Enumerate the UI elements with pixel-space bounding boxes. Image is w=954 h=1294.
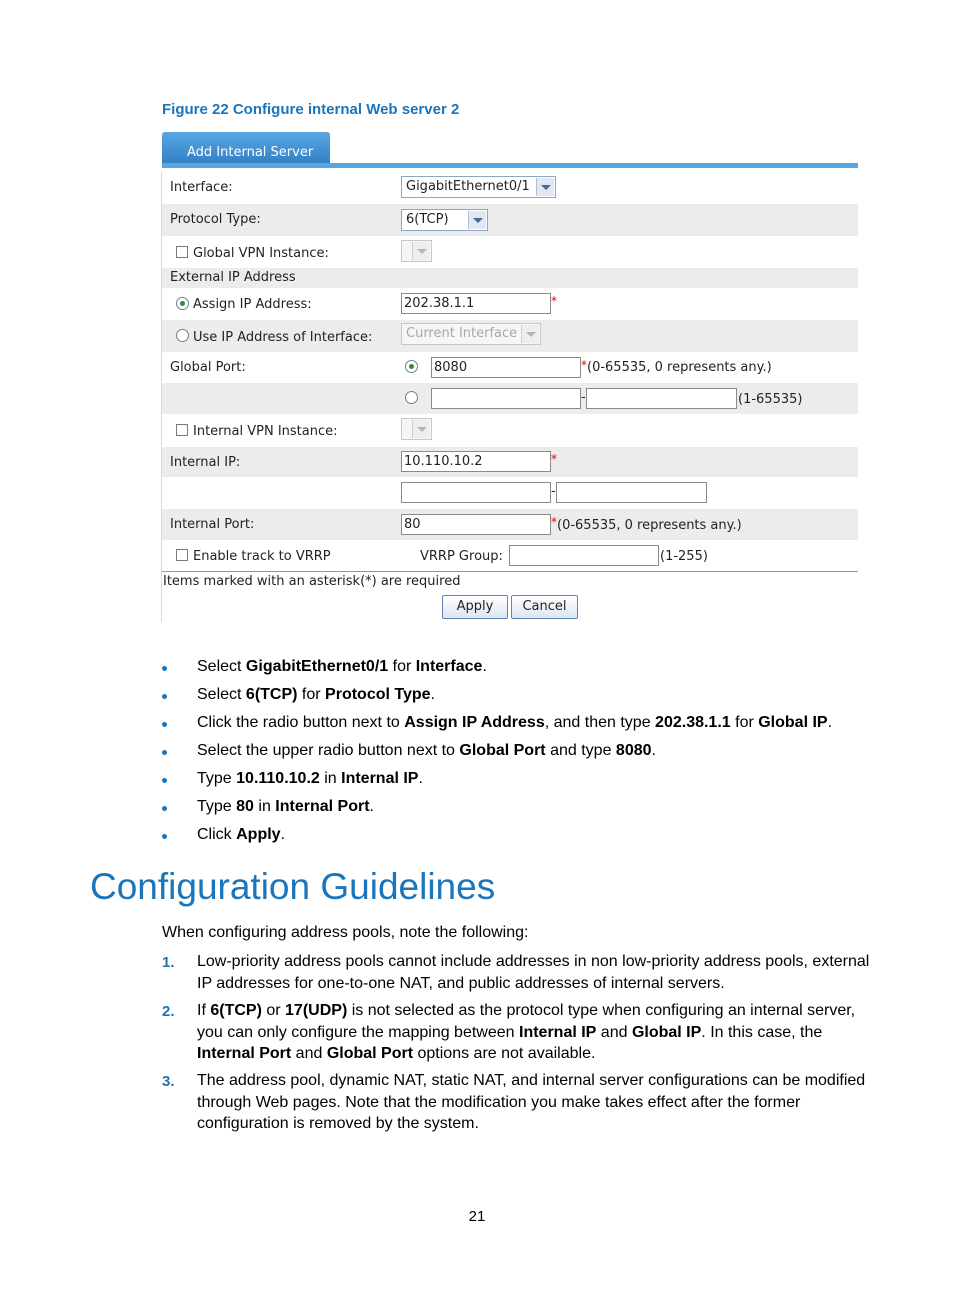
global-vpn-select[interactable]	[401, 240, 432, 262]
internal-vpn-label: Internal VPN Instance:	[193, 424, 338, 439]
use-interface-label: Use IP Address of Interface:	[193, 330, 373, 345]
global-port-range-radio[interactable]	[405, 391, 418, 404]
list-number: 3.	[162, 1073, 175, 1090]
internal-ip-start-input[interactable]	[401, 482, 551, 503]
interface-row	[162, 172, 858, 204]
chevron-down-icon	[412, 242, 430, 260]
bullet-icon	[162, 694, 167, 699]
bullet-icon	[162, 806, 167, 811]
bullet-icon	[162, 750, 167, 755]
range-dash: -	[551, 484, 556, 499]
internal-ip-end-input[interactable]	[556, 482, 707, 503]
figure-caption: Figure 22 Configure internal Web server 2	[162, 101, 460, 118]
internal-ip-label: Internal IP:	[170, 455, 241, 470]
internal-port-row	[162, 509, 858, 540]
vrrp-group-label: VRRP Group:	[420, 549, 503, 564]
required-note: Items marked with an asterisk(*) are required	[163, 574, 461, 589]
protocol-row	[162, 204, 858, 236]
interface-select[interactable]	[401, 176, 556, 198]
divider	[162, 571, 858, 572]
internal-port-input[interactable]: 80	[401, 514, 551, 535]
intro-text: When configuring address pools, note the following:	[162, 924, 529, 941]
cancel-button[interactable]: Cancel	[511, 595, 578, 619]
guideline-item: The address pool, dynamic NAT, static NAT, and internal server configurations can be modified through Web pages. Note that the modification you make takes effect after the former configuration is removed by the system.	[197, 1072, 866, 1132]
protocol-label: Protocol Type:	[170, 212, 261, 227]
bullet-icon	[162, 722, 167, 727]
global-port-range-hint: (1-65535)	[738, 392, 803, 407]
global-vpn-label: Global VPN Instance:	[193, 246, 329, 261]
global-port-input[interactable]: 8080	[431, 357, 581, 378]
track-vrrp-checkbox[interactable]	[176, 549, 188, 561]
internal-ip-input[interactable]: 10.110.10.2	[401, 451, 551, 472]
bullet-icon	[162, 834, 167, 839]
section-title: Configuration Guidelines	[90, 866, 496, 907]
global-port-hint: (0-65535, 0 represents any.)	[587, 360, 772, 375]
internal-vpn-checkbox[interactable]	[176, 424, 188, 436]
internal-ip-range-row	[162, 477, 858, 509]
chevron-down-icon	[521, 325, 539, 343]
bullet-icon	[162, 778, 167, 783]
global-port-end-input[interactable]	[586, 388, 737, 409]
global-port-row	[162, 352, 858, 383]
guideline-item: Low-priority address pools cannot include addresses in non low-priority address pools, external IP addresses for one-to-one NAT, and public addresses of internal servers.	[197, 953, 870, 992]
internal-vpn-select[interactable]	[401, 418, 432, 440]
internal-port-hint: (0-65535, 0 represents any.)	[557, 518, 742, 533]
add-internal-server-panel	[161, 132, 858, 622]
assign-ip-radio[interactable]	[176, 297, 189, 310]
tab-add-internal-server[interactable]: Add Internal Server	[162, 132, 330, 165]
global-port-single-radio[interactable]	[405, 360, 418, 373]
vrrp-row	[162, 540, 858, 571]
internal-ip-row	[162, 447, 858, 477]
list-number: 2.	[162, 1003, 175, 1020]
global-vpn-checkbox[interactable]	[176, 246, 188, 258]
interface-select-value: GigabitEthernet0/1	[406, 179, 530, 194]
chevron-down-icon	[412, 420, 430, 438]
range-dash: -	[581, 390, 586, 405]
protocol-select[interactable]	[401, 209, 488, 231]
required-asterisk: *	[581, 358, 587, 372]
apply-button[interactable]: Apply	[442, 595, 508, 619]
assign-ip-input[interactable]: 202.38.1.1	[401, 293, 551, 314]
track-vrrp-label: Enable track to VRRP	[193, 549, 331, 564]
global-port-label: Global Port:	[170, 360, 246, 375]
guideline-item: If 6(TCP) or 17(UDP) is not selected as the protocol type when configuring an internal server, you can only configure the mapping between Internal IP and Global IP. In this case, the Internal Port and Global Port options are not available.	[197, 1002, 856, 1062]
use-interface-select[interactable]	[401, 323, 541, 345]
assign-ip-label: Assign IP Address:	[193, 297, 312, 312]
vrrp-group-input[interactable]	[509, 545, 659, 566]
use-interface-radio[interactable]	[176, 329, 189, 342]
chevron-down-icon	[536, 178, 554, 196]
global-vpn-row	[162, 236, 858, 268]
list-number: 1.	[162, 954, 175, 971]
assign-ip-row	[162, 288, 858, 320]
internal-vpn-row	[162, 414, 858, 447]
vrrp-range-hint: (1-255)	[660, 549, 708, 564]
external-ip-label: External IP Address	[170, 270, 296, 285]
required-asterisk: *	[551, 515, 557, 529]
global-port-range-row	[162, 383, 858, 414]
use-interface-select-value: Current Interface	[406, 326, 518, 341]
global-port-start-input[interactable]	[431, 388, 581, 409]
tab-bar	[162, 163, 858, 168]
interface-label: Interface:	[170, 180, 233, 195]
bullet-icon	[162, 666, 167, 671]
internal-port-label: Internal Port:	[170, 517, 255, 532]
required-asterisk: *	[551, 294, 557, 308]
use-interface-row	[162, 320, 858, 352]
chevron-down-icon	[468, 211, 486, 229]
page-number: 21	[468, 1208, 486, 1225]
protocol-select-value: 6(TCP)	[406, 212, 449, 227]
required-asterisk: *	[551, 452, 557, 466]
external-ip-row	[162, 268, 858, 288]
